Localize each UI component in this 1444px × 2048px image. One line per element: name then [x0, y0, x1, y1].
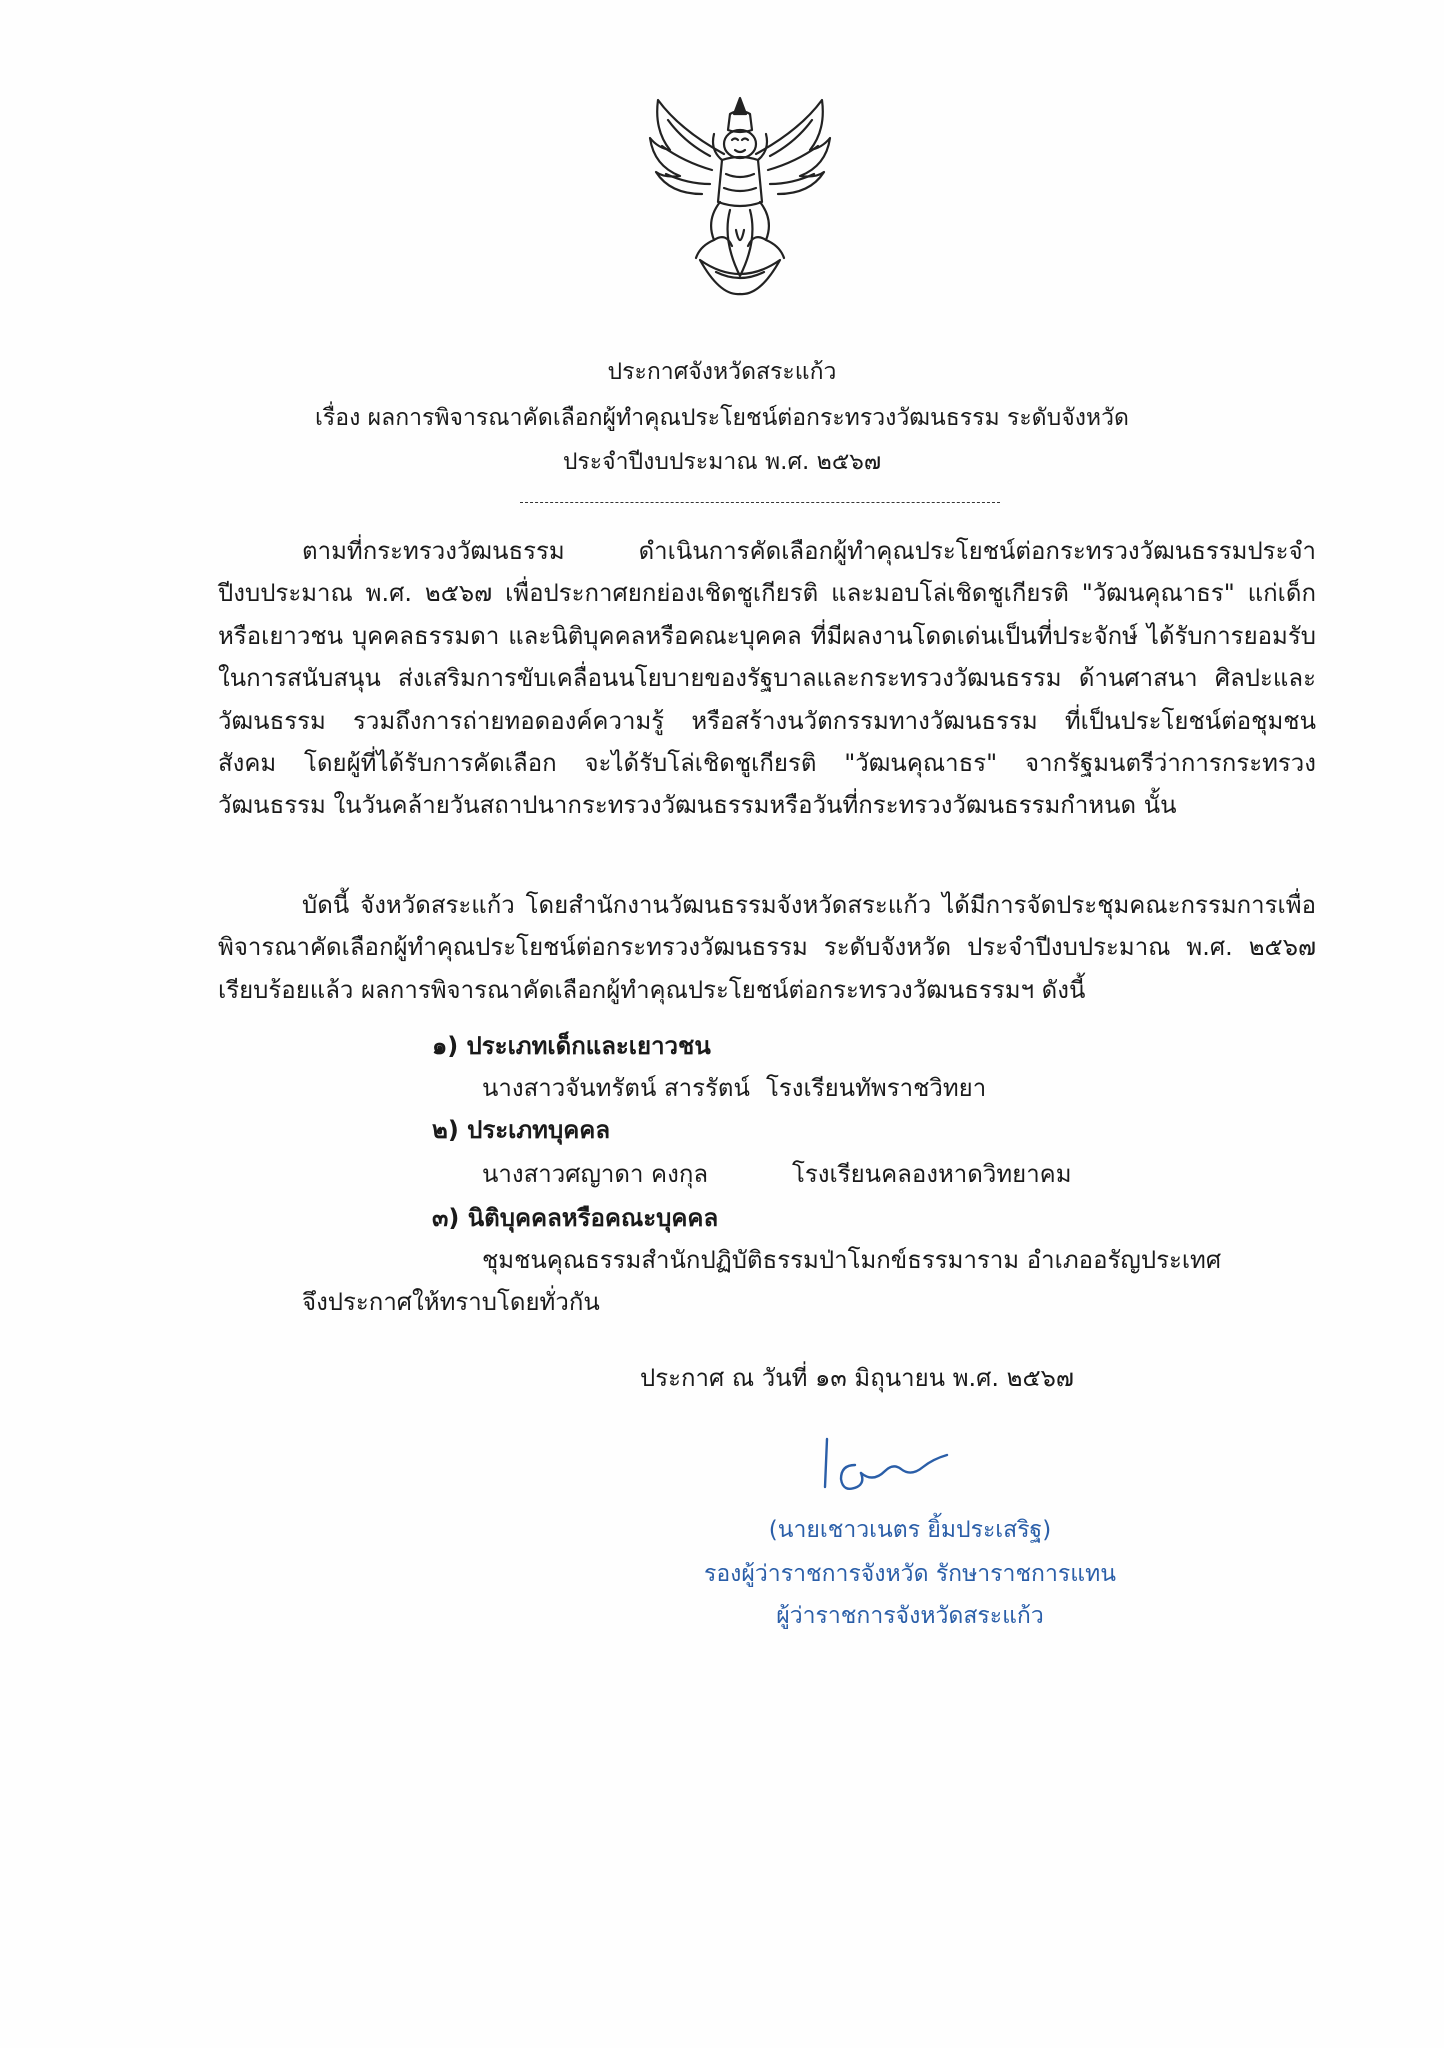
awardee-name: นางสาวจันทรัตน์ สารรัตน์ [482, 1074, 750, 1102]
announcement-subject: เรื่อง ผลการพิจารณาคัดเลือกผู้ทำคุณประโยชน์ต่อกระทรวงวัฒนธรรม ระดับจังหวัด [315, 405, 1129, 431]
header-divider [520, 502, 1000, 503]
announcement-title: ประกาศจังหวัดสระแก้ว [607, 359, 837, 385]
awardee-name: ชุมชนคุณธรรมสำนักปฏิบัติธรรมป่าโมกข์ธรรมาราม อำเภออรัญประเทศ [482, 1246, 1222, 1274]
announcement-date: ประกาศ ณ วันที่ ๑๓ มิถุนายน พ.ศ. ๒๕๖๗ [640, 1364, 1074, 1392]
signatory-position-governor: ผู้ว่าราชการจังหวัดสระแก้ว [776, 1603, 1044, 1629]
awardee-name: นางสาวศญาดา คงกุล [482, 1160, 709, 1188]
paragraph-background: ตามที่กระทรวงวัฒนธรรม ดำเนินการคัดเลือกผู้ทำคุณประโยชน์ต่อกระทรวงวัฒนธรรมประจำปีงบประมาณ พ.ศ. ๒๕๖๗ เพื่อประกาศยกย่องเชิดชูเกียรติ และมอบโล่เชิดชูเกียรติ "วัฒนคุณาธร" แก่เด็กหรือเยาวชน บุคคลธรรมดา และนิติบุคคลหรือคณะบุคคล ที่มีผลงานโดดเด่นเป็นที่ประจักษ์ ได้รับการยอมรับ ในการสนับสนุน ส่งเสริมการขับเคลื่อนนโยบายของรัฐบาลและกระทรวงวัฒนธรรม ด้านศาสนา ศิลปะและวัฒนธรรม รวมถึงการถ่ายทอดองค์ความรู้ หรือสร้างนวัตกรรมทางวัฒนธรรม ที่เป็นประโยชน์ต่อชุมชน สังคม โดยผู้ที่ได้รับการคัดเลือก จะได้รับโล่เชิดชูเกียรติ "วัฒนคุณาธร" จากรัฐมนตรีว่าการกระทรวงวัฒนธรรม ในวันคล้ายวันสถาปนากระทรวงวัฒนธรรมหรือวันที่กระทรวงวัฒนธรรมกำหนด นั้น [218, 537, 1316, 820]
handwritten-signature [815, 1425, 955, 1505]
awardee-organization: โรงเรียนทัพราชวิทยา [766, 1074, 987, 1102]
awardee-individual [482, 1158, 1072, 1190]
category-title-youth: ๑) ประเภทเด็กและเยาวชน [432, 1032, 711, 1060]
awardee-youth [482, 1072, 987, 1104]
garuda-emblem-icon [640, 90, 840, 300]
fiscal-year-line: ประจำปีงบประมาณ พ.ศ. ๒๕๖๗ [562, 449, 882, 475]
category-title-organization: ๓) นิติบุคคลหรือคณะบุคคล [432, 1204, 719, 1232]
closing-statement: จึงประกาศให้ทราบโดยทั่วกัน [302, 1288, 600, 1316]
signatory-name: (นายเชาวเนตร ยิ้มประเสริฐ) [768, 1517, 1052, 1543]
awardee-organization: โรงเรียนคลองหาดวิทยาคม [792, 1160, 1072, 1188]
category-title-individual: ๒) ประเภทบุคคล [432, 1116, 611, 1144]
signatory-position: รองผู้ว่าราชการจังหวัด รักษาราชการแทน [704, 1561, 1116, 1587]
paragraph-results-intro: บัดนี้ จังหวัดสระแก้ว โดยสำนักงานวัฒนธรรมจังหวัดสระแก้ว ได้มีการจัดประชุมคณะกรรมการเพื่อพิจารณาคัดเลือกผู้ทำคุณประโยชน์ต่อกระทรวงวัฒนธรรม ระดับจังหวัด ประจำปีงบประมาณ พ.ศ. ๒๕๖๗ เรียบร้อยแล้ว ผลการพิจารณาคัดเลือกผู้ทำคุณประโยชน์ต่อกระทรวงวัฒนธรรมฯ ดังนี้ [218, 891, 1316, 1004]
awardee-organization-group [482, 1244, 1221, 1276]
